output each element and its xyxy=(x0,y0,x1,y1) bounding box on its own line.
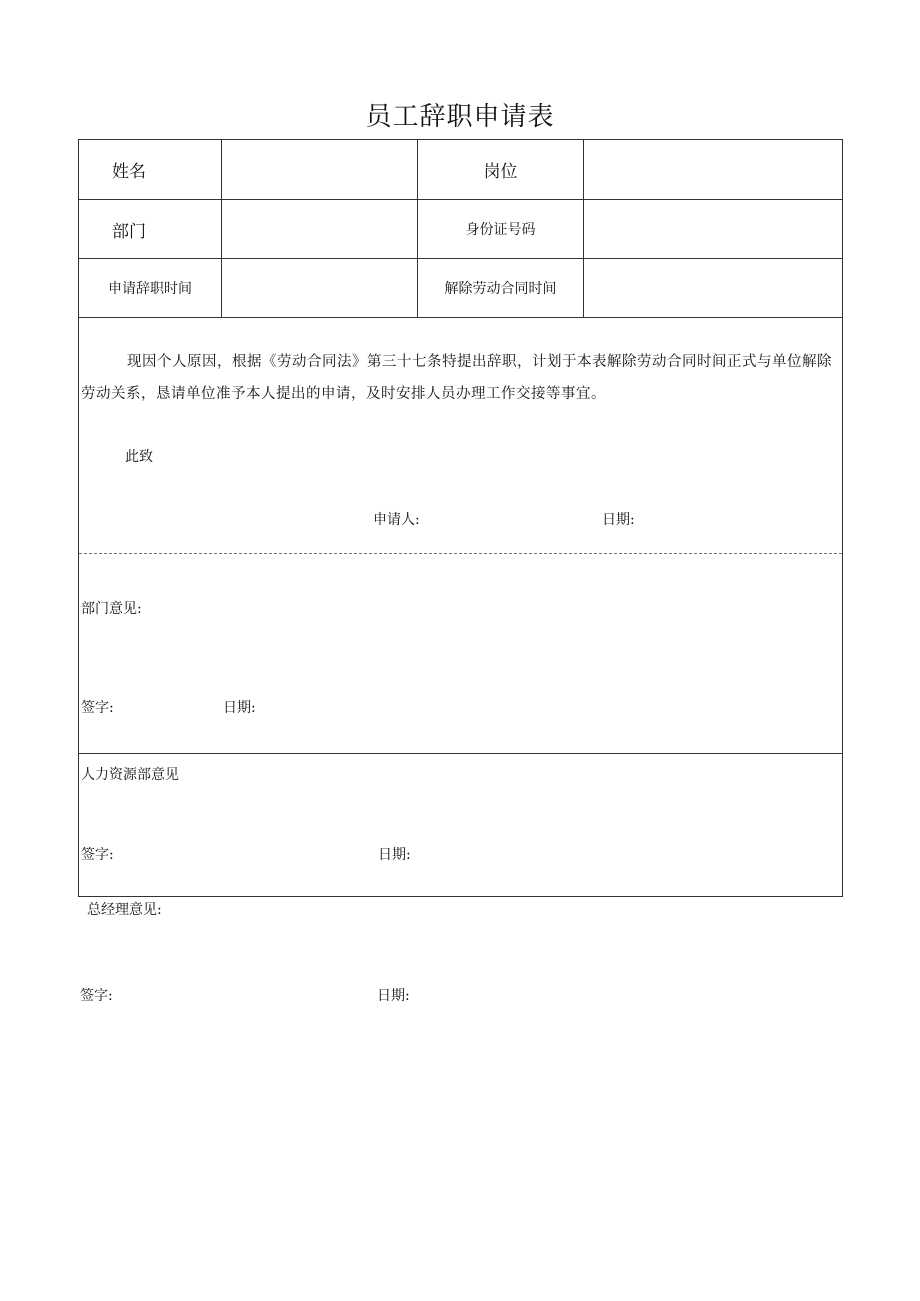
contract-end-field[interactable] xyxy=(584,259,842,317)
department-opinion-label: 部门意见: xyxy=(81,601,142,617)
department-field[interactable] xyxy=(222,200,417,258)
name-label: 姓名 xyxy=(112,162,146,182)
department-sign-label: 签字: xyxy=(81,700,114,716)
closing-text: 此致 xyxy=(125,449,153,465)
hr-opinion-label: 人力资源部意见 xyxy=(81,767,179,783)
id-number-label: 身份证号码 xyxy=(465,222,536,238)
id-number-field[interactable] xyxy=(584,200,842,258)
resign-date-label: 申请辞职时间 xyxy=(108,281,192,297)
department-label: 部门 xyxy=(112,221,146,242)
hr-opinion-section xyxy=(79,754,842,897)
department-opinion-section xyxy=(79,554,842,753)
gm-opinion-label: 总经理意见: xyxy=(87,902,162,918)
hr-date-label: 日期: xyxy=(378,847,411,863)
gm-sign-label: 签字: xyxy=(80,988,113,1004)
department-date-label: 日期: xyxy=(223,700,256,716)
form-title: 员工辞职申请表 xyxy=(365,102,555,132)
applicant-date-label: 日期: xyxy=(602,512,635,528)
applicant-label: 申请人: xyxy=(373,512,420,528)
position-field[interactable] xyxy=(584,140,842,199)
resignation-form xyxy=(78,139,843,897)
position-label: 岗位 xyxy=(483,162,518,182)
name-field[interactable] xyxy=(222,140,417,199)
hr-sign-label: 签字: xyxy=(81,847,114,863)
contract-end-label: 解除劳动合同时间 xyxy=(444,281,557,297)
statement-section xyxy=(79,318,842,553)
resign-date-field[interactable] xyxy=(222,259,417,317)
gm-date-label: 日期: xyxy=(377,988,410,1004)
statement-body: 现因个人原因，根据《劳动合同法》第三十七条特提出辞职，计划于本表解除劳动合同时间正式与单位解除劳动关系，恳请单位准予本人提出的申请，及时安排人员办理工作交接等事宜。 xyxy=(81,354,832,402)
